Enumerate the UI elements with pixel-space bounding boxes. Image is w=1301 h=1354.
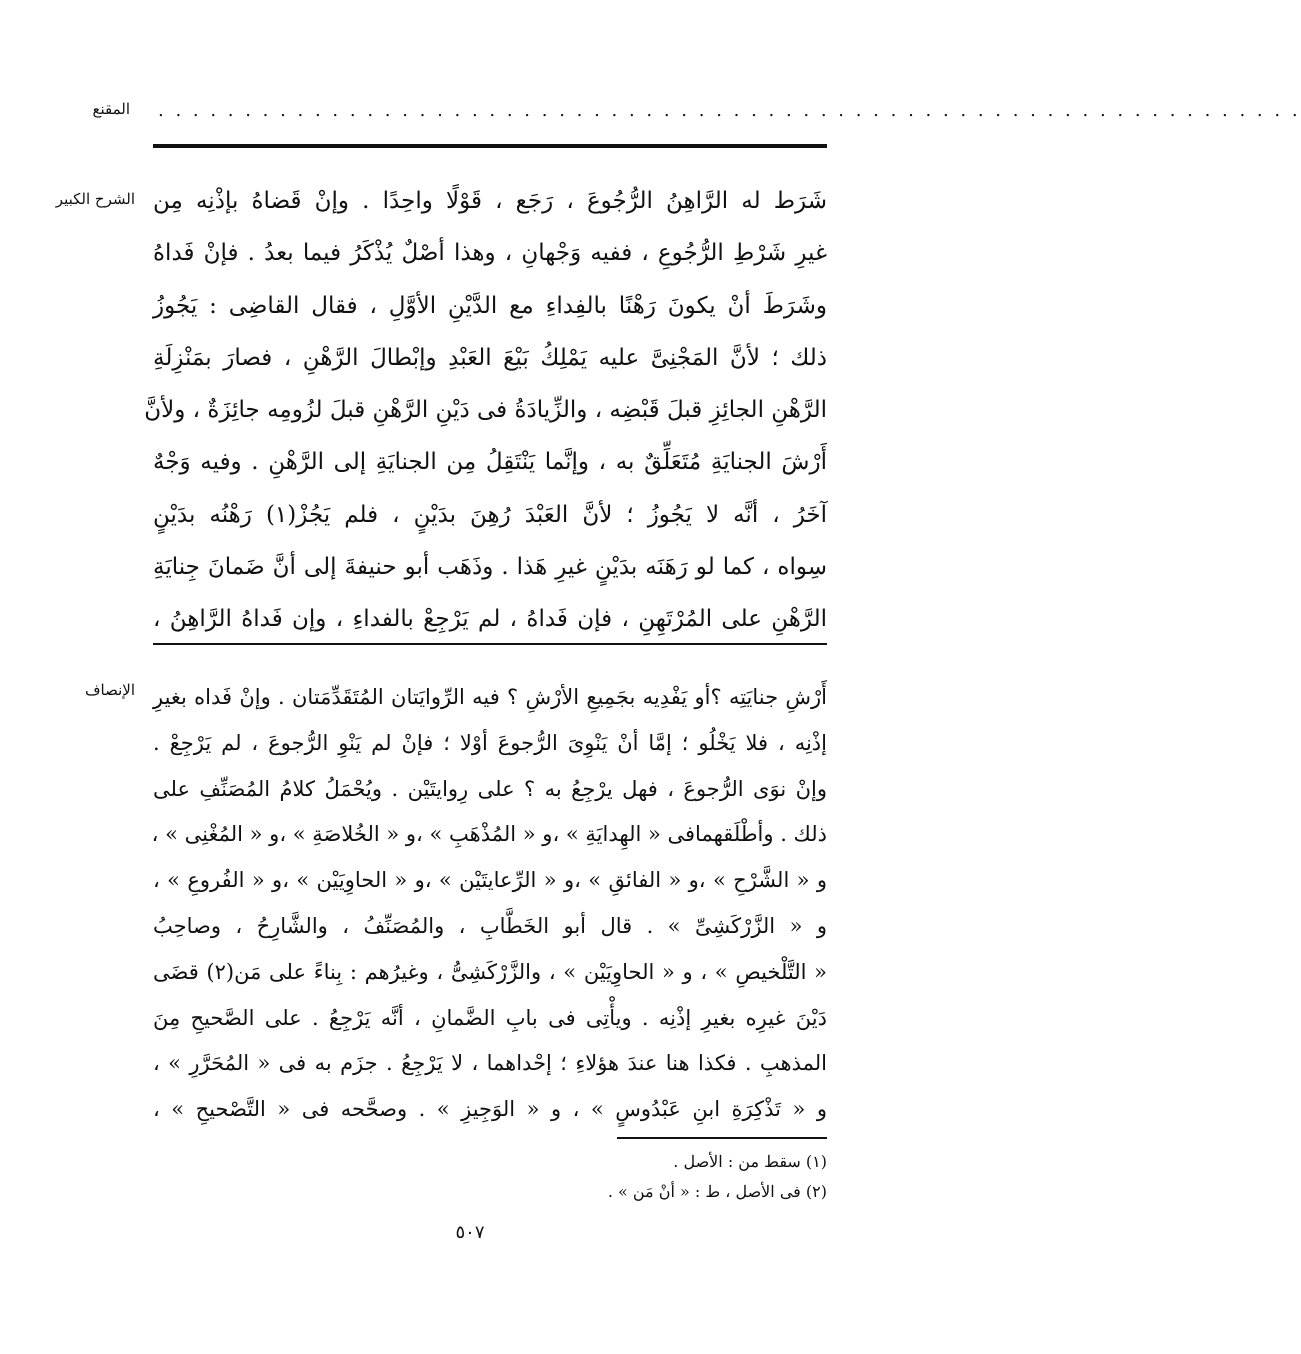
- insaf-line: و « الشَّرْحِ » ،و « الفائقِ » ،و « الرِّعايتَيْن » ،و « الحاوِيَيْن » ،و « الفُروعِ » ،: [153, 868, 827, 893]
- insaf-section-label: الإنصاف: [84, 681, 135, 699]
- insaf-line: ذلك . وأطْلَقهمافى « الهِدايَةِ » ،و « المُذْهَبِ » ،و « الخُلاصَةِ » ،و « المُغْنِى » ،: [151, 822, 827, 847]
- footnote-rule: [617, 1137, 827, 1139]
- insaf-line: المذهبِ . فكذا هنا عندَ هؤلاءِ ؛ إحْداهما ، لا يَرْجِعُ . جزَم به فى « المُحَرَّرِ » ،: [153, 1051, 827, 1076]
- insaf-line: « التَّلْخيصِ » ، و « الحاوِيَيْن » ، والزَّرْكَشِىُّ ، وغيرُهم : بِناءً على مَن(٢) قضَى: [153, 959, 828, 984]
- insaf-line: دَيْنَ غيرِه بغيرِ إذْنِه . ويأْتِى فى بابِ الضَّمانِ ، أنَّه يَرْجِعُ . على الصَّحيحِ مِنَ: [153, 1005, 827, 1030]
- sharh-line: الرَّهْنِ الجائِزِ قبلَ قَبْضِه ، والزِّيادَةُ فى دَيْنِ الرَّهْنِ قبلَ لزُومِه جائِزَةٌ ، ولأنَّ: [144, 397, 827, 424]
- sharh-section-label: الشرح الكبير: [55, 190, 135, 208]
- insaf-line: و « الزَّرْكَشِىِّ » . قال أبو الخَطَّابِ ، والمُصَنِّفُ ، والشَّارِحُ ، وصاحِبُ: [153, 913, 827, 938]
- sharh-line: الرَّهْنِ على المُرْتَهِنِ ، فإن فَداهُ ، لم يَرْجِعْ بالفداءِ ، وإن فَداهُ الرَّاهِنُ ،: [153, 606, 827, 633]
- sharh-line: سِواه ، كما لو رَهَنَه بدَيْنٍ غيرِ هَذا . وذَهَب أبو حنيفةَ إلى أنَّ ضَمانَ جِنايَةِ: [153, 554, 827, 581]
- sharh-line: غيرِ شَرْطِ الرُّجُوعِ ، ففيه وَجْهانِ ، وهذا أصْلٌ يُذْكَرُ فيما بعدُ . فإنْ فَداهُ: [153, 240, 827, 267]
- sharh-line: شَرَط له الرَّاهِنُ الرُّجُوعَ ، رَجَع ، قَوْلًا واحِدًا . وإنْ قَضاهُ بإذْنِه مِن: [153, 188, 827, 214]
- sharh-text-block: [144, 175, 827, 646]
- sharh-line: وشَرَطَ أنْ يكونَ رَهْنًا بالفِداءِ مع الدَّيْنِ الأوَّلِ ، فقال القاضِى : يَجُوزُ: [153, 292, 827, 319]
- footnote: (٢) فى الأصل ، ط : « أنْ مَن » .: [607, 1182, 827, 1201]
- sharh-line: أَرْشَ الجنايَةِ مُتَعَلِّقٌ به ، وإنَّما يَنْتَقِلُ مِن الجنايَةِ إلى الرَّهْنِ . وفيه وَجْهٌ: [153, 449, 827, 476]
- insaf-line: إذْنِه ، فلا يَخْلُو ؛ إمَّا أنْ يَنْوِىَ الرُّجوعَ أوْلا ؛ فإنْ لم يَنْوِ الرُّجوعَ ، لم يَرْجِعْ .: [153, 730, 827, 755]
- header-rule: [153, 144, 827, 148]
- section-divider: [153, 643, 827, 645]
- footnotes: [450, 1147, 827, 1207]
- insaf-line: أَرْشِ جنايَتِه ؟أو يَفْدِيه بجَمِيعِ الأرْشِ ؟ فيه الرِّوايَتان المُتَقَدِّمَتان . وإنْ فَداه بغيرِ: [153, 685, 827, 709]
- insaf-line: و « تَذْكِرَةِ ابنِ عَبْدُوسٍ » ، و « الوَجِيزِ » . وصحَّحه فى « التَّصْحيحِ » ،: [153, 1097, 827, 1122]
- insaf-text-block: [153, 675, 827, 1133]
- running-header-title: المقنع: [92, 100, 130, 118]
- page-number: ٥٠٧: [455, 1222, 485, 1243]
- footnote: (١) سقط من : الأصل .: [673, 1152, 827, 1171]
- running-header-dots: . . . . . . . . . . . . . . . . . . . . . . . . . . . . . . . . . . . . . . . . . . . . . . . . . . . . . . . . . . . . . . . . . .: [158, 100, 1301, 121]
- sharh-line: آخَرُ ، أنَّه لا يَجُوزُ ؛ لأنَّ العَبْدَ رُهِنَ بدَيْنٍ ، فلم يَجُزْ(١) رَهْنُه بدَيْنٍ: [153, 501, 827, 528]
- insaf-line: وإنْ نوَى الرُّجوعَ ، فهل يرْجِعُ به ؟ على رِوايتَيْن . ويُحْمَلُ كلامُ المُصَنِّفِ على: [153, 776, 827, 801]
- sharh-line: ذلك ؛ لأنَّ المَجْنِىَّ عليه يَمْلِكُ بَيْعَ العَبْدِ وإبْطالَ الرَّهْنِ ، فصارَ بمَنْزِلَةِ: [153, 344, 827, 371]
